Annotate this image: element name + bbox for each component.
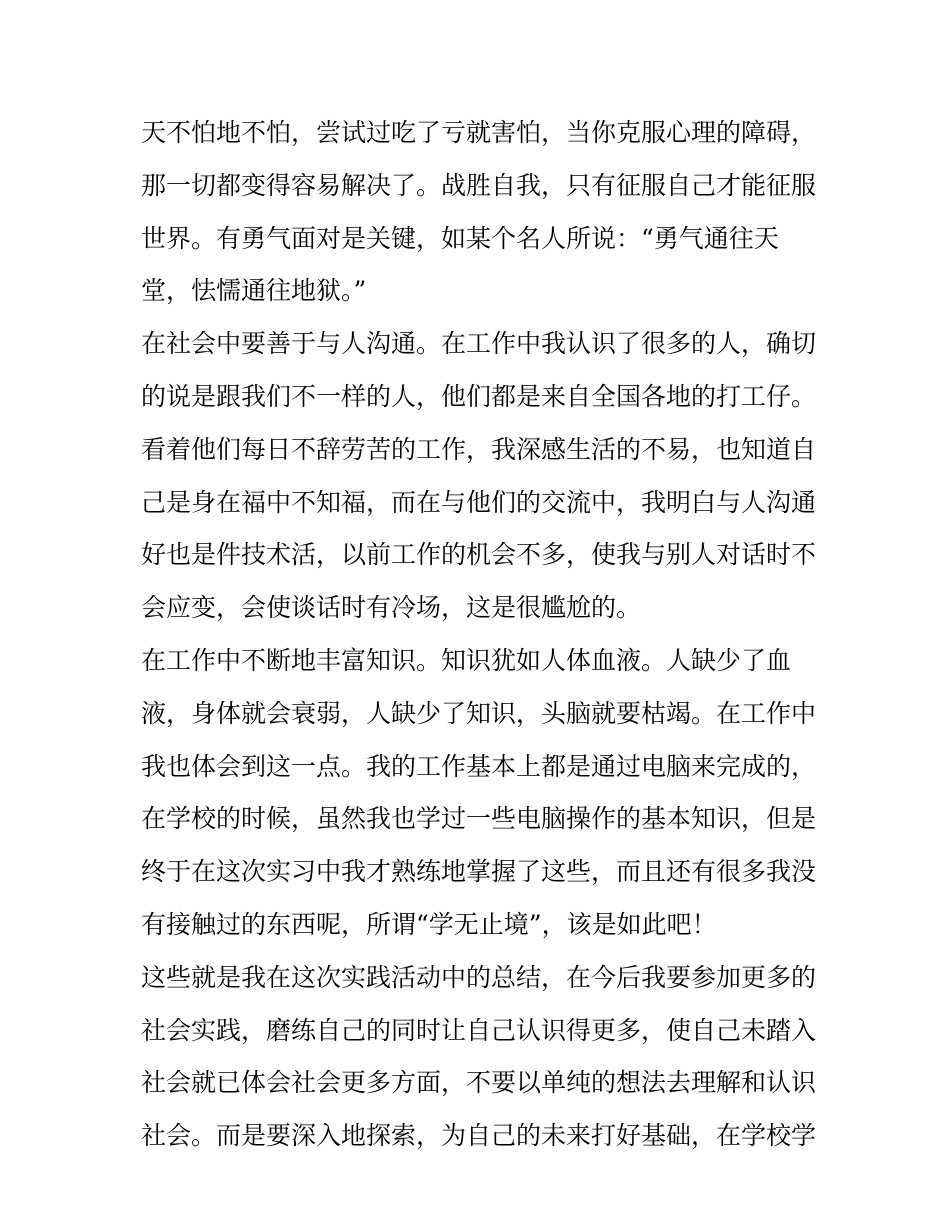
text-line: 社会。而是要深入地探索，为自己的未来打好基础，在学校学 (141, 1121, 817, 1151)
text-line: 堂，怯懦通往地狱。” (141, 276, 367, 306)
text-line: 天不怕地不怕，尝试过吃了亏就害怕，当你克服心理的障碍， (141, 118, 817, 147)
text-line: 终于在这次实习中我才熟练地掌握了这些，而且还有很多我没 (141, 857, 817, 887)
text-line: 在社会中要善于与人沟通。在工作中我认识了很多的人，确切 (141, 329, 817, 359)
text-line: 这些就是我在这次实践活动中的总结，在今后我要参加更多的 (141, 962, 817, 992)
text-line: 那一切都变得容易解决了。战胜自我，只有征服自己才能征服 (141, 170, 817, 200)
text-line: 液，身体就会衰弱，人缺少了知识，头脑就要枯竭。在工作中 (141, 698, 817, 728)
text-line: 在学校的时候，虽然我也学过一些电脑操作的基本知识，但是 (141, 804, 817, 834)
text-line: 在工作中不断地丰富知识。知识犹如人体血液。人缺少了血 (141, 645, 792, 675)
text-line: 会应变，会使谈话时有冷场，这是很尴尬的。 (141, 593, 642, 623)
body-text (141, 107, 821, 1163)
text-line: 好也是件技术活，以前工作的机会不多，使我与别人对话时不 (141, 540, 817, 570)
text-line: 的说是跟我们不一样的人，他们都是来自全国各地的打工仔。 (141, 381, 817, 411)
text-line: 看着他们每日不辞劳苦的工作，我深感生活的不易，也知道自 (141, 434, 817, 464)
text-line: 有接触过的东西呢，所谓“学无止境”，该是如此吧！ (141, 909, 717, 939)
text-line: 社会就已体会社会更多方面，不要以单纯的想法去理解和认识 (141, 1068, 817, 1098)
text-line: 社会实践，磨练自己的同时让自己认识得更多，使自己未踏入 (141, 1015, 817, 1045)
text-line: 己是身在福中不知福，而在与他们的交流中，我明白与人沟通 (141, 487, 817, 517)
text-line: 世界。有勇气面对是关键，如某个名人所说：“勇气通往天 (141, 223, 779, 253)
text-line: 我也体会到这一点。我的工作基本上都是通过电脑来完成的， (141, 751, 817, 781)
